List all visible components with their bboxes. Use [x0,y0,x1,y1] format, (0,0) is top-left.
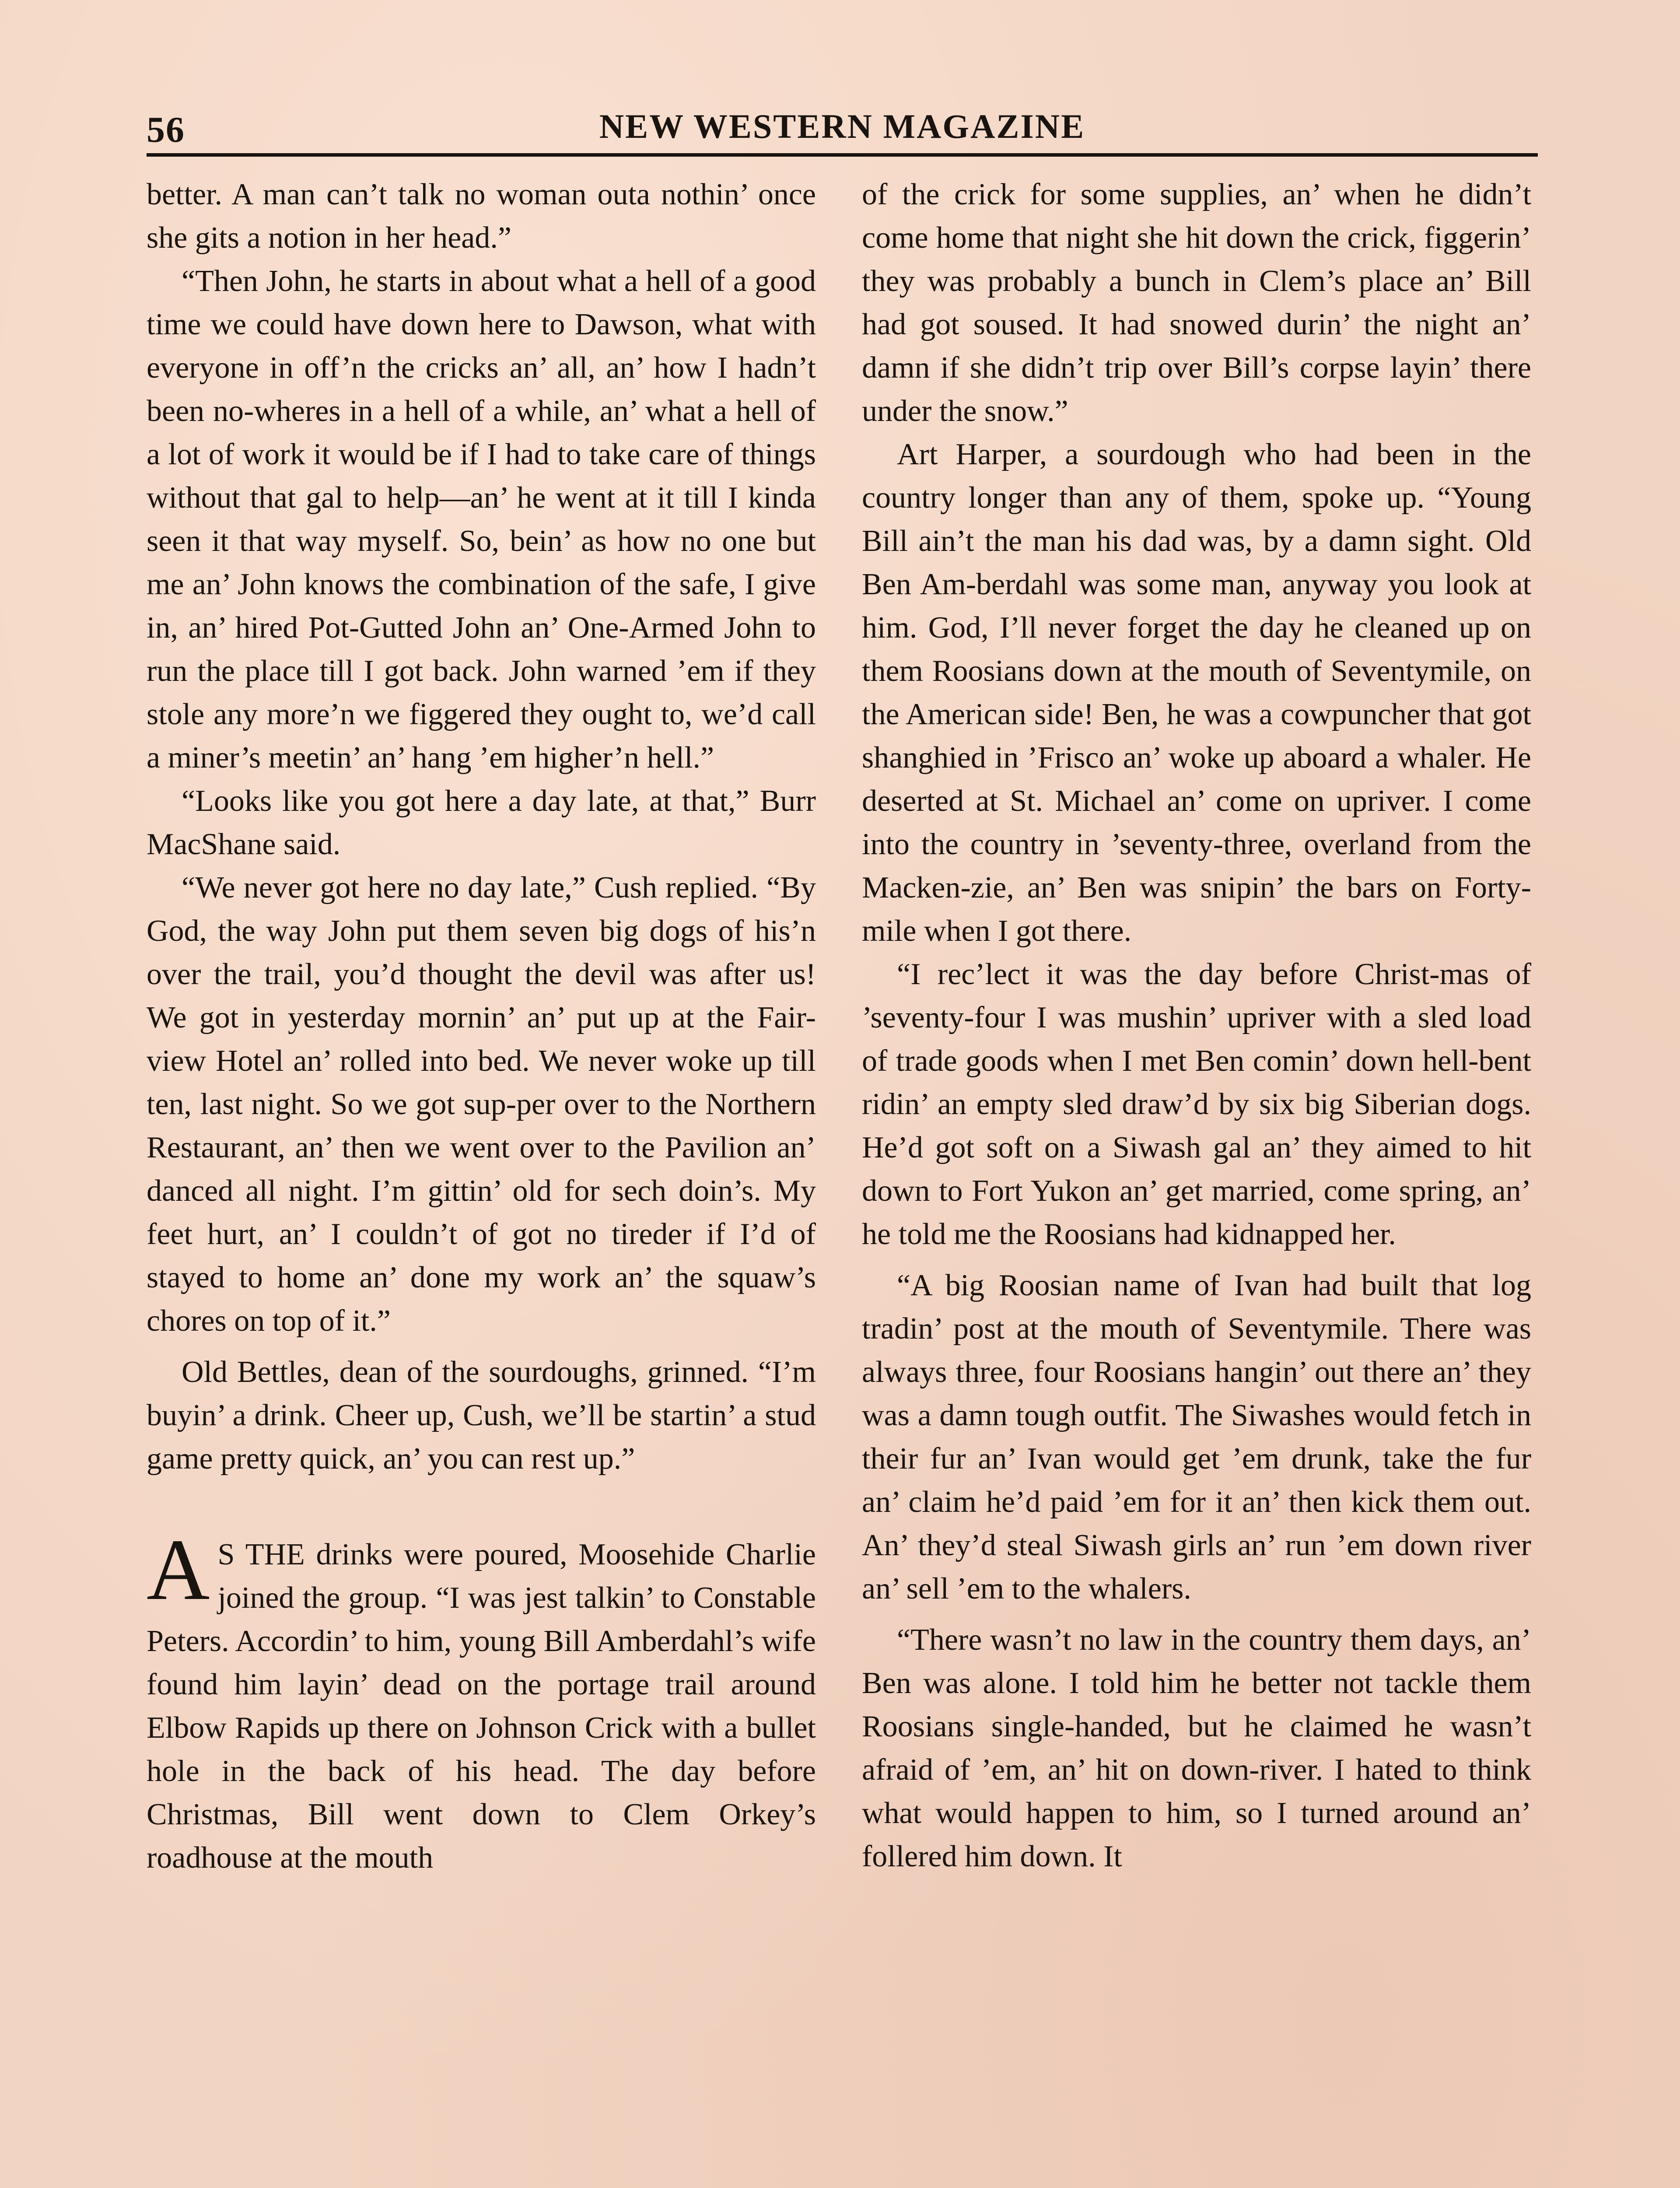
paragraph: “There wasn’t no law in the country them days, an’ Ben was alone. I told him he better not tackle them Roosians single-handed, but he claimed he wasn’t afraid of ’em, an’ hit on down-river. I hated to think what would happen to him, so I turned around an’ follered him down. It [862,1623,1531,1873]
paragraph: “Looks like you got here a day late, at that,” Burr MacShane said. [147,784,816,861]
paragraph: of the crick for some supplies, an’ when he didn’t come home that night she hit down the crick, figgerin’ they was probably a bunch in Clem’s place an’ Bill had got soused. It had snowed durin’ the night an’ damn if she didn’t trip over Bill’s corpse layin’ there under the snow.” [862,178,1531,428]
section-text: S THE drinks were poured, Moosehide Charlie joined the group. “I was jest talkin’ to Constable Peters. Accordin’ to him, young Bill Amberdahl’s wife found him layin’ dead on the portage trail around Elbow Rapids up there on Johnson Crick with a bullet hole in the back of his head. The day before Christmas, Bill went down to Clem Orkey’s roadhouse at the mouth [147,1538,816,1875]
magazine-title: NEW WESTERN MAGAZINE [599,107,1085,145]
right-column [862,173,1531,1878]
section-opening-paragraph [147,1522,816,1879]
paragraph: “A big Roosian name of Ivan had built that log tradin’ post at the mouth of Seventymile. There was always three, four Roosians hangin’ out there an’ they was a damn tough outfit. The Siwashes would fetch in their fur an’ Ivan would get ’em drunk, take the fur an’ claim he’d paid ’em for it an’ then kick them out. An’ they’d steal Siwash girls an’ run ’em down river an’ sell ’em to the whalers. [862,1269,1531,1606]
drop-cap: A [147,1522,210,1618]
paragraph: Old Bettles, dean of the sourdoughs, grinned. “I’m buyin’ a drink. Cheer up, Cush, we’ll be startin’ a stud game pretty quick, an’ you can rest up.” [147,1355,816,1476]
paragraph: “I rec’lect it was the day before Christ-mas of ’seventy-four I was mushin’ upriver with a sled load of trade goods when I met Ben comin’ down hell-bent ridin’ an empty sled draw’d by six big Siberian dogs. He’d got soft on a Siwash gal an’ they aimed to hit down to Fort Yukon an’ get married, come spring, an’ he told me the Roosians had kidnapped her. [862,957,1531,1251]
page-number: 56 [147,109,185,150]
paragraph: Art Harper, a sourdough who had been in the country longer than any of them, spoke up. “Young Bill ain’t the man his dad was, by a damn sight. Old Ben Am-berdahl was some man, anyway you look at him. God, I’ll never forget the day he cleaned up on them Roosians down at the mouth of Seventymile, on the American side! Ben, he was a cowpuncher that got shanghied in ’Frisco an’ woke up aboard a whaler. He deserted at St. Michael an’ come on upriver. I come into the country in ’seventy-three, overland from the Macken-zie, an’ Ben was snipin’ the bars on Forty-mile when I got there. [862,438,1531,948]
paragraph: “We never got here no day late,” Cush replied. “By God, the way John put them seven big dogs of his’n over the trail, you’d thought the devil was after us! We got in yesterday mornin’ an’ put up at the Fair-view Hotel an’ rolled into bed. We never woke up till ten, last night. So we got sup-per over to the Northern Restaurant, an’ then we went over to the Pavilion an’ danced all night. I’m gittin’ old for sech doin’s. My feet hurt, an’ I couldn’t of got no tireder if I’d of stayed to home an’ done my work an’ the squaw’s chores on top of it.” [147,871,816,1338]
paragraph: “Then John, he starts in about what a hell of a good time we could have down here to Dawson, what with everyone in off’n the cricks an’ all, an’ how I hadn’t been no-wheres in a hell of a while, an’ what a hell of a lot of work it would be if I had to take care of things without that gal to help—an’ he went at it till I kinda seen it that way myself. So, bein’ as how no one but me an’ John knows the combination of the safe, I give in, an’ hired Pot-Gutted John an’ One-Armed John to run the place till I got back. John warned ’em if they stole any more’n we figgered they ought to, we’d call a miner’s meetin’ an’ hang ’em higher’n hell.” [147,264,816,775]
left-column [147,173,816,1879]
paragraph: better. A man can’t talk no woman outa nothin’ once she gits a notion in her head.” [147,178,816,255]
page-header [147,105,1538,157]
